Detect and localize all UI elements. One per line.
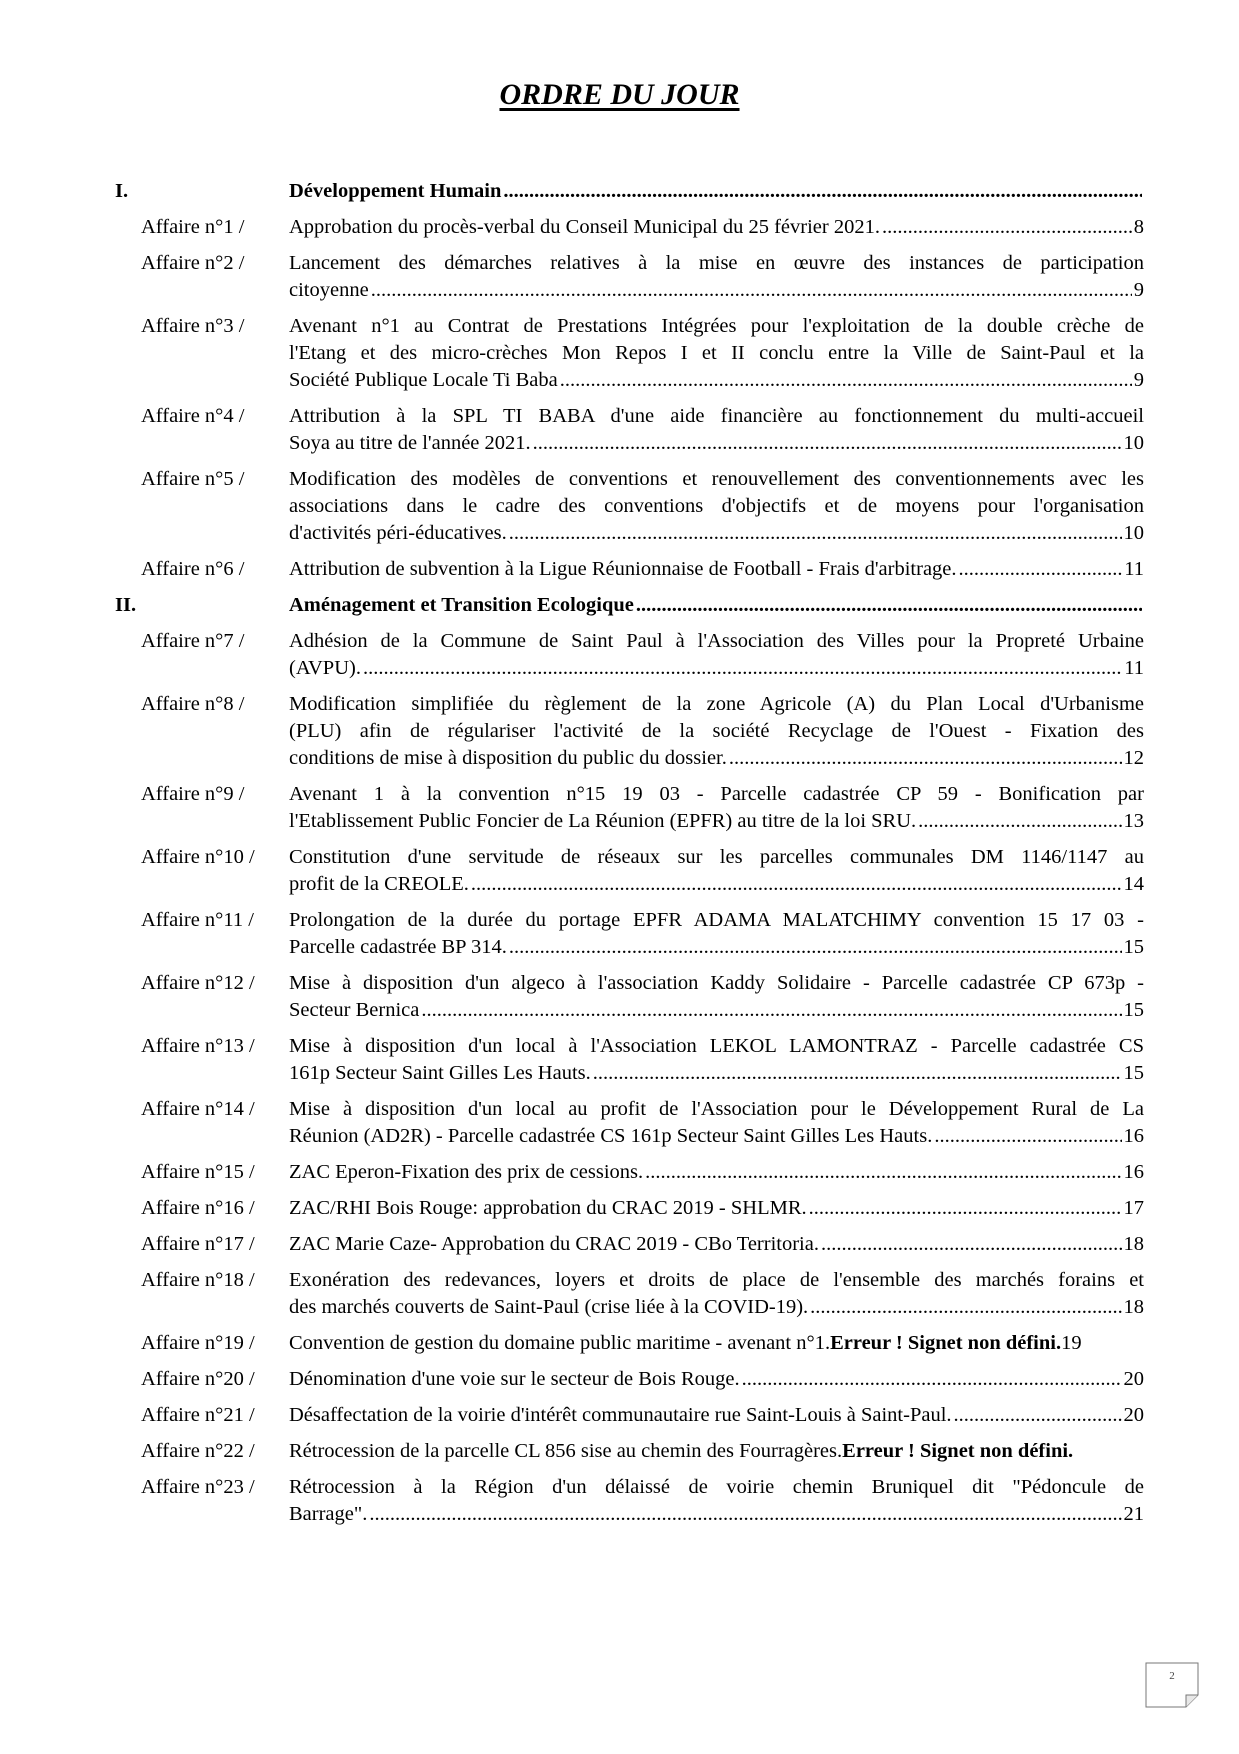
entry-text: Exonération des redevances, loyers et droits de place de l'ensemble des marchés forains et (289, 1269, 1144, 1291)
entry-number: Affaire n°19 / (141, 1332, 255, 1354)
entry-number: Affaire n°12 / (141, 972, 255, 994)
entry-text: Mise à disposition d'un local au profit de l'Association pour le Développement Rural de La (289, 1098, 1144, 1120)
toc-entry[interactable] (0, 1096, 1239, 1150)
entry-text: Secteur Bernica (289, 999, 420, 1021)
entry-text: 161p Secteur Saint Gilles Les Hauts. (289, 1062, 591, 1084)
entry-text: ZAC Marie Caze- Approbation du CRAC 2019 - CBo Territoria. (289, 1233, 819, 1255)
page-ref: 11 (1124, 558, 1144, 580)
entry-text: Société Publique Locale Ti Baba (289, 369, 558, 391)
page-ref: 14 (1123, 873, 1144, 895)
entry-text: Lancement des démarches relatives à la mise en œuvre des instances de participation (289, 252, 1144, 274)
page-number: 2 (1169, 1670, 1175, 1682)
page-ref: 15 (1123, 1062, 1144, 1084)
page-title: ORDRE DU JOUR (499, 78, 740, 111)
page-ref: 8 (1133, 216, 1144, 238)
entry-text: Mise à disposition d'un algeco à l'association Kaddy Solidaire - Parcelle cadastrée CP 673p - (289, 972, 1144, 994)
toc-entry[interactable] (0, 214, 1239, 241)
entry-text: Constitution d'une servitude de réseaux sur les parcelles communales DM 1146/1147 au (289, 846, 1144, 868)
page-number-box (1145, 1662, 1199, 1708)
page-ref: 19 (1061, 1332, 1082, 1354)
toc-entry[interactable] (0, 1438, 1239, 1465)
entry-number: Affaire n°13 / (141, 1035, 255, 1057)
toc-entry[interactable] (0, 1474, 1239, 1528)
entry-text: Modification des modèles de conventions et renouvellement des conventionnements avec les (289, 468, 1144, 490)
leader-dots (421, 997, 1121, 1024)
entry-text: Barrage". (289, 1503, 368, 1525)
page-ref: 15 (1123, 999, 1144, 1021)
entry-text: Parcelle cadastrée BP 314. (289, 936, 507, 958)
entry-text: Avenant n°1 au Contrat de Prestations Intégrées pour l'exploitation de la double crèche de (289, 315, 1144, 337)
leader-dots (560, 367, 1132, 394)
entry-text: Attribution de subvention à la Ligue Réunionnaise de Football - Frais d'arbitrage. (289, 558, 957, 580)
entry-number: Affaire n°21 / (141, 1404, 255, 1426)
table-of-contents (0, 178, 1239, 1537)
leader-dots (636, 592, 1142, 619)
entry-text: Modification simplifiée du règlement de la zone Agricole (A) du Plan Local d'Urbanisme (289, 693, 1144, 715)
toc-entry[interactable] (0, 556, 1239, 583)
entry-number: Affaire n°9 / (141, 783, 245, 805)
toc-entry[interactable] (0, 1366, 1239, 1393)
entry-number: Affaire n°14 / (141, 1098, 255, 1120)
leader-dots (810, 1294, 1121, 1321)
entry-number: Affaire n°23 / (141, 1476, 255, 1498)
leader-dots (934, 1123, 1121, 1150)
page-ref: 20 (1123, 1368, 1144, 1390)
folded-corner-icon (1145, 1662, 1199, 1708)
entry-number: Affaire n°18 / (141, 1269, 255, 1291)
toc-entry[interactable] (0, 1159, 1239, 1186)
leader-dots (471, 871, 1122, 898)
leader-dots (918, 808, 1121, 835)
entry-text: profit de la CREOLE. (289, 873, 469, 895)
entry-number: Affaire n°5 / (141, 468, 245, 490)
leader-dots (821, 1231, 1122, 1258)
toc-entry[interactable] (0, 1033, 1239, 1087)
page-ref: 13 (1123, 810, 1144, 832)
entry-number: Affaire n°4 / (141, 405, 245, 427)
toc-entry[interactable] (0, 250, 1239, 304)
leader-dots (593, 1060, 1122, 1087)
entry-number: Affaire n°6 / (141, 558, 245, 580)
section-number: I. (115, 180, 129, 202)
page-ref: 16 (1123, 1125, 1144, 1147)
toc-entry[interactable] (0, 466, 1239, 547)
entry-text: Adhésion de la Commune de Saint Paul à l'Association des Villes pour la Propreté Urbaine (289, 630, 1144, 652)
entry-text: Soya au titre de l'année 2021. (289, 432, 531, 454)
page-ref: 16 (1123, 1161, 1144, 1183)
leader-dots (369, 1501, 1121, 1528)
leader-dots (509, 934, 1122, 961)
leader-dots (363, 655, 1122, 682)
leader-dots (729, 745, 1122, 772)
section-title: Aménagement et Transition Ecologique (289, 594, 634, 616)
entry-text: Attribution à la SPL TI BABA d'une aide financière au fonctionnement du multi-accueil (289, 405, 1144, 427)
leader-dots (371, 277, 1132, 304)
toc-entry[interactable] (0, 781, 1239, 835)
entry-text: ZAC Eperon-Fixation des prix de cessions. (289, 1161, 644, 1183)
entry-number: Affaire n°22 / (141, 1440, 255, 1462)
entry-text: citoyenne (289, 279, 369, 301)
toc-entry[interactable] (0, 844, 1239, 898)
leader-dots (742, 1366, 1122, 1393)
entry-text: Mise à disposition d'un local à l'Association LEKOL LAMONTRAZ - Parcelle cadastrée CS (289, 1035, 1144, 1057)
leader-dots (533, 430, 1122, 457)
page-ref: 10 (1123, 522, 1144, 544)
entry-text: (AVPU). (289, 657, 361, 679)
leader-dots (503, 178, 1142, 205)
entry-number: Affaire n°8 / (141, 693, 245, 715)
section-title: Développement Humain (289, 180, 502, 202)
page-ref: 21 (1123, 1503, 1144, 1525)
toc-entry[interactable] (0, 403, 1239, 457)
toc-entry[interactable] (0, 628, 1239, 682)
entry-number: Affaire n°17 / (141, 1233, 255, 1255)
section-heading (0, 178, 1239, 205)
toc-entry[interactable] (0, 691, 1239, 772)
page-ref: 10 (1123, 432, 1144, 454)
leader-dots (882, 214, 1132, 241)
leader-dots (959, 556, 1123, 583)
entry-number: Affaire n°10 / (141, 846, 255, 868)
entry-text: Désaffectation de la voirie d'intérêt communautaire rue Saint-Louis à Saint-Paul. (289, 1404, 952, 1426)
leader-dots (809, 1195, 1122, 1222)
page-ref: 12 (1123, 747, 1144, 769)
toc-entry[interactable] (0, 907, 1239, 961)
toc-entry[interactable] (0, 1267, 1239, 1321)
toc-entry[interactable] (0, 970, 1239, 1024)
page-ref: 15 (1123, 936, 1144, 958)
error-text: Erreur ! Signet non défini. (830, 1332, 1062, 1354)
entry-text: (PLU) afin de régulariser l'activité de la société Recyclage de l'Ouest - Fixation des (289, 720, 1144, 742)
entry-text: l'Etang et des micro-crèches Mon Repos I et II conclu entre la Ville de Saint-Paul et la (289, 342, 1144, 364)
page-ref: 9 (1133, 369, 1144, 391)
leader-dots (509, 520, 1122, 547)
entry-text: d'activités péri-éducatives. (289, 522, 507, 544)
page-ref: 17 (1123, 1197, 1144, 1219)
entry-text: Rétrocession de la parcelle CL 856 sise au chemin des Fourragères. (289, 1440, 843, 1462)
entry-number: Affaire n°20 / (141, 1368, 255, 1390)
entry-number: Affaire n°16 / (141, 1197, 255, 1219)
page-ref: 9 (1133, 279, 1144, 301)
error-text: Erreur ! Signet non défini. (842, 1440, 1074, 1462)
entry-text: Rétrocession à la Région d'un délaissé de voirie chemin Bruniquel dit "Pédoncule de (289, 1476, 1144, 1498)
entry-text: Avenant 1 à la convention n°15 19 03 - Parcelle cadastrée CP 59 - Bonification par (289, 783, 1144, 805)
page-ref: 18 (1123, 1233, 1144, 1255)
leader-dots (954, 1402, 1122, 1429)
entry-text: des marchés couverts de Saint-Paul (crise liée à la COVID-19). (289, 1296, 809, 1318)
page-ref: 11 (1124, 657, 1144, 679)
page-ref: 18 (1123, 1296, 1144, 1318)
entry-number: Affaire n°15 / (141, 1161, 255, 1183)
entry-text: Convention de gestion du domaine public maritime - avenant n°1. (289, 1332, 831, 1354)
entry-text: associations dans le cadre des conventions d'objectifs et de moyens pour l'organisation (289, 495, 1144, 517)
entry-text: l'Etablissement Public Foncier de La Réunion (EPFR) au titre de la loi SRU. (289, 810, 917, 832)
leader-dots (645, 1159, 1121, 1186)
entry-text: Approbation du procès-verbal du Conseil Municipal du 25 février 2021. (289, 216, 880, 238)
entry-text: Dénomination d'une voie sur le secteur de Bois Rouge. (289, 1368, 740, 1390)
entry-text: Réunion (AD2R) - Parcelle cadastrée CS 161p Secteur Saint Gilles Les Hauts. (289, 1125, 933, 1147)
toc-entry[interactable] (0, 1330, 1239, 1357)
toc-entry[interactable] (0, 313, 1239, 394)
entry-number: Affaire n°1 / (141, 216, 245, 238)
entry-text: ZAC/RHI Bois Rouge: approbation du CRAC 2019 - SHLMR. (289, 1197, 807, 1219)
entry-number: Affaire n°7 / (141, 630, 245, 652)
section-heading (0, 592, 1239, 619)
toc-entry[interactable] (0, 1231, 1239, 1258)
entry-number: Affaire n°2 / (141, 252, 245, 274)
section-number: II. (115, 594, 137, 616)
toc-entry[interactable] (0, 1195, 1239, 1222)
entry-text: Prolongation de la durée du portage EPFR ADAMA MALATCHIMY convention 15 17 03 - (289, 909, 1144, 931)
entry-number: Affaire n°3 / (141, 315, 245, 337)
entry-text: conditions de mise à disposition du public du dossier. (289, 747, 727, 769)
entry-number: Affaire n°11 / (141, 909, 254, 931)
toc-entry[interactable] (0, 1402, 1239, 1429)
page-ref: 20 (1123, 1404, 1144, 1426)
